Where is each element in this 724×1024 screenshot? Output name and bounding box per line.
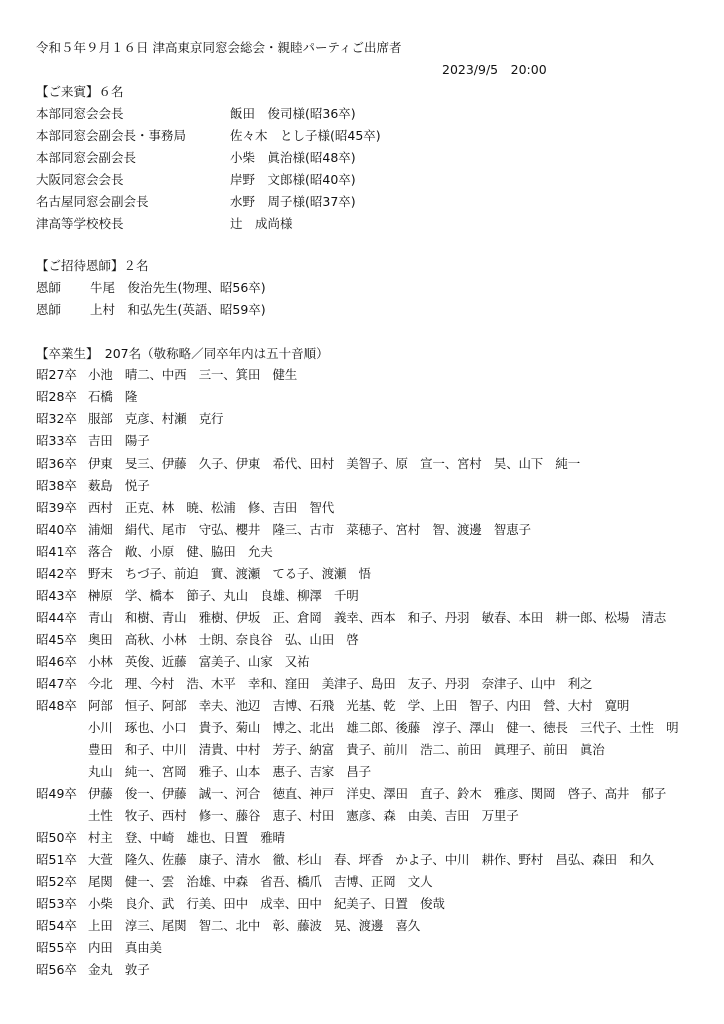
graduate-names: 丸山 純一、宮岡 雅子、山本 惠子、吉家 昌子 [88, 764, 371, 779]
graduation-year: 昭32卒 [36, 411, 77, 426]
graduate-names: 西村 正克、林 暁、松浦 修、吉田 智代 [88, 500, 335, 515]
graduation-year: 昭44卒 [36, 610, 77, 625]
graduate-names: 野末 ちづ子、前迫 實、渡瀬 てる子、渡瀬 悟 [88, 566, 371, 581]
graduation-year: 昭38卒 [36, 478, 77, 493]
graduate-names: 青山 和樹、青山 雅樹、伊坂 正、倉岡 義幸、西本 和子、丹羽 敏春、本田 耕一郎、松場 清志 [88, 610, 667, 625]
teacher-name: 牛尾 俊治先生(物理、昭56卒) [90, 280, 266, 295]
teacher-label: 恩師 [36, 302, 62, 317]
guest-role: 本部同窓会会長 [36, 106, 124, 121]
graduate-names: 村主 登、中崎 雄也、日置 雅晴 [88, 830, 285, 845]
graduation-year: 昭39卒 [36, 500, 77, 515]
teacher-label: 恩師 [36, 280, 62, 295]
graduation-year: 昭54卒 [36, 918, 77, 933]
graduation-year: 昭52卒 [36, 874, 77, 889]
graduation-year: 昭43卒 [36, 588, 77, 603]
graduation-year: 昭41卒 [36, 544, 77, 559]
graduation-year: 昭50卒 [36, 830, 77, 845]
graduation-year: 昭28卒 [36, 389, 77, 404]
guest-name: 辻 成尚様 [230, 216, 293, 231]
graduation-year: 昭56卒 [36, 962, 77, 977]
graduate-names: 落合 敞、小原 健、脇田 允夫 [88, 544, 273, 559]
document-title: 令和５年９月１６日 津高東京同窓会総会・親睦パーティご出席者 [36, 40, 402, 55]
graduation-year: 昭51卒 [36, 852, 77, 867]
graduate-names: 石橋 隆 [88, 389, 138, 404]
guest-name: 水野 周子様(昭37卒) [230, 194, 356, 209]
graduation-year: 昭42卒 [36, 566, 77, 581]
graduate-names: 上田 淳三、尾関 智二、北中 彰、藤波 晃、渡邊 喜久 [88, 918, 421, 933]
graduation-year: 昭55卒 [36, 940, 77, 955]
guest-role: 大阪同窓会会長 [36, 172, 124, 187]
graduation-year: 昭49卒 [36, 786, 77, 801]
graduation-year: 昭27卒 [36, 367, 77, 382]
graduate-names: 金丸 敦子 [88, 962, 150, 977]
guest-role: 本部同窓会副会長 [36, 150, 137, 165]
graduate-names: 榊原 学、橋本 節子、丸山 良雄、柳澤 千明 [88, 588, 359, 603]
graduate-names: 内田 真由美 [88, 940, 162, 955]
graduate-names: 伊東 旻三、伊藤 久子、伊東 希代、田村 美智子、原 宣一、宮村 昊、山下 純一 [88, 456, 581, 471]
guest-role: 津高等学校校長 [36, 216, 124, 231]
guest-name: 佐々木 とし子様(昭45卒) [230, 128, 381, 143]
guest-role: 本部同窓会副会長・事務局 [36, 128, 187, 143]
graduates-heading: 【卒業生】 207名（敬称略／同卒年内は五十音順） [36, 346, 329, 361]
graduation-year: 昭40卒 [36, 522, 77, 537]
graduate-names: 薮島 悦子 [88, 478, 150, 493]
graduate-names: 尾関 健一、雲 治雄、中森 省吾、橋爪 吉博、正岡 文人 [88, 874, 433, 889]
graduation-year: 昭48卒 [36, 698, 77, 713]
graduate-names: 服部 克彦、村瀬 克行 [88, 411, 224, 426]
graduate-names: 阿部 恒子、阿部 幸夫、池辺 吉博、石飛 光基、乾 学、上田 智子、内田 營、大村 寛明 [88, 698, 630, 713]
graduate-names: 小柴 良介、武 行美、田中 成幸、田中 紀美子、日置 俊哉 [88, 896, 445, 911]
guest-name: 小柴 眞治様(昭48卒) [230, 150, 356, 165]
graduate-names: 奥田 高秋、小林 士朗、奈良谷 弘、山田 啓 [88, 632, 359, 647]
graduate-names: 大萱 隆久、佐藤 康子、清水 徹、杉山 春、坪香 かよ子、中川 耕作、野村 昌弘、森田 和久 [88, 852, 654, 867]
guest-name: 飯田 俊司様(昭36卒) [230, 106, 356, 121]
guest-name: 岸野 文郎様(昭40卒) [230, 172, 356, 187]
teachers-heading: 【ご招待恩師】２名 [36, 258, 149, 273]
graduate-names: 小林 英俊、近藤 富美子、山家 又祐 [88, 654, 310, 669]
graduate-names: 伊藤 俊一、伊藤 誠一、河合 徳直、神戸 洋史、澤田 直子、鈴木 雅彦、関岡 啓子、高井 郁子 [88, 786, 667, 801]
graduate-names: 浦畑 絹代、尾市 守弘、櫻井 隆三、古市 菜穂子、宮村 智、渡邊 智恵子 [88, 522, 531, 537]
graduation-year: 昭53卒 [36, 896, 77, 911]
graduate-names: 小川 琢也、小口 貴予、菊山 博之、北出 雄二郎、後藤 淳子、澤山 健一、徳長 三代子、土性 明 [88, 720, 679, 735]
graduation-year: 昭45卒 [36, 632, 77, 647]
guests-heading: 【ご来賓】６名 [36, 84, 124, 99]
graduation-year: 昭46卒 [36, 654, 77, 669]
document-datetime: 2023/9/5 20:00 [442, 62, 547, 77]
teacher-name: 上村 和弘先生(英語、昭59卒) [90, 302, 266, 317]
graduation-year: 昭36卒 [36, 456, 77, 471]
graduate-names: 今北 理、今村 浩、木平 幸和、窪田 美津子、島田 友子、丹羽 奈津子、山中 利之 [88, 676, 593, 691]
graduate-names: 小池 晴二、中西 三一、箕田 健生 [88, 367, 298, 382]
graduate-names: 土性 牧子、西村 修一、藤谷 恵子、村田 憲彦、森 由美、吉田 万里子 [88, 808, 519, 823]
graduate-names: 吉田 陽子 [88, 433, 150, 448]
graduation-year: 昭47卒 [36, 676, 77, 691]
guest-role: 名古屋同窓会副会長 [36, 194, 149, 209]
graduate-names: 豊田 和子、中川 清貴、中村 芳子、納富 貴子、前川 浩二、前田 眞理子、前田 眞治 [88, 742, 605, 757]
graduation-year: 昭33卒 [36, 433, 77, 448]
